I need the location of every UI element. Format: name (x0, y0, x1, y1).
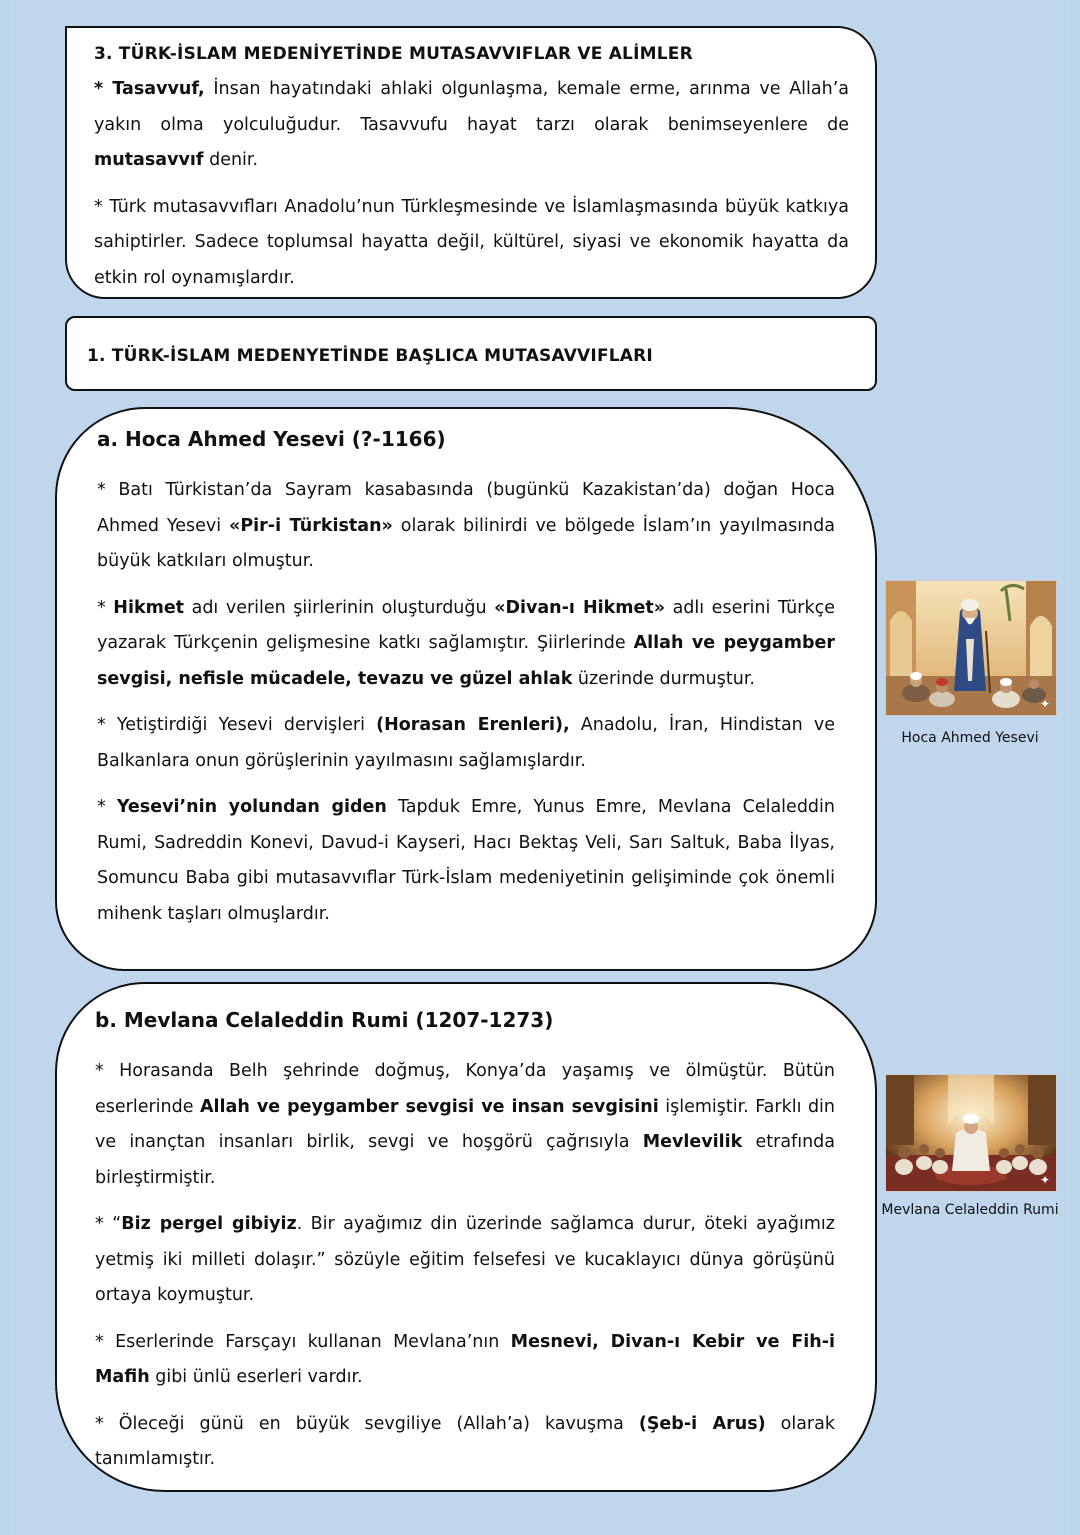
yesevi-title: a. Hoca Ahmed Yesevi (?-1166) (97, 427, 446, 451)
mevlana-figure (881, 1074, 1059, 1218)
intro-title: 3. TÜRK-İSLAM MEDENİYETİNDE MUTASAVVIFLAR VE ALİMLER (94, 44, 693, 64)
sparkle-icon: ✦ (1039, 697, 1050, 711)
yesevi-box (55, 407, 877, 971)
yesevi-paragraph-4: * Yesevi’nin yolundan giden Tapduk Emre, Yunus Emre, Mevlana Celaleddin Rumi, Sadreddin Konevi, Davud-i Kayseri, Hacı Bektaş Veli, Sarı Saltuk, Baba İlyas, Somuncu Baba gibi mutasavvıflar Türk-İslam medeniyetinin gelişiminde çok önemli mihenk taşları olmuşlardır. (97, 797, 835, 924)
intro-box (65, 26, 877, 299)
mevlana-paragraph-4: * Öleceği günü en büyük sevgiliye (Allah’a) kavuşma (Şeb-i Arus) olarak tanımlamıştır. (95, 1413, 835, 1469)
mevlana-paragraph-2: * “Biz pergel gibiyiz. Bir ayağımız din üzerinde sağlamca durur, öteki ayağımız yetmiş iki milleti dolaşır.” sözüyle eğitim felsefesi ve kucaklayıcı dünya görüşünü ortaya koymuştur. (95, 1214, 835, 1305)
mevlana-paragraph-3: * Eserlerinde Farsçayı kullanan Mevlana’nın Mesnevi, Divan-ı Kebir ve Fih-i Mafih gibi ünlü eserleri vardır. (95, 1331, 835, 1387)
intro-paragraph-1: * Tasavvuf, İnsan hayatındaki ahlaki olgunlaşma, kemale erme, arınma ve Allah’a yakın olma yolculuğudur. Tasavvufu hayat tarzı olarak benimseyenlere de mutasavvıf denir. (94, 79, 849, 170)
mevlana-caption: Mevlana Celaleddin Rumi (881, 1202, 1059, 1218)
yesevi-paragraph-3: * Yetiştirdiği Yesevi dervişleri (Horasan Erenleri), Anadolu, İran, Hindistan ve Balkanlara onun görüşlerinin yayılmasını sağlamışlardır. (97, 715, 836, 771)
yesevi-paragraph-2: * Hikmet adı verilen şiirlerinin oluşturduğu «Divan-ı Hikmet» adlı eserini Türkçe yazarak Türkçenin gelişmesine katkı sağlamıştır. Şiirlerinde Allah ve peygamber sevgisi, nefisle mücadele, tevazu ve güzel ahlak üzerinde durmuştur. (97, 597, 835, 689)
section-heading-box (65, 316, 877, 391)
mevlana-box (55, 982, 877, 1492)
yesevi-portrait-image (885, 580, 1057, 716)
sparkle-icon: ✦ (1039, 1173, 1050, 1187)
mevlana-portrait-image (885, 1074, 1057, 1192)
yesevi-paragraph-1: * Batı Türkistan’da Sayram kasabasında (bugünkü Kazakistan’da) doğan Hoca Ahmed Yesevi «Pir-i Türkistan» olarak bilinirdi ve bölgede İslam’ın yayılmasında büyük katkıları olmuştur. (97, 480, 835, 571)
yesevi-caption: Hoca Ahmed Yesevi (901, 730, 1039, 746)
intro-paragraph-2: * Türk mutasavvıfları Anadolu’nun Türkleşmesinde ve İslamlaşmasında büyük katkıya sahiptirler. Sadece toplumsal hayatta değil, kültürel, siyasi ve ekonomik hayatta da etkin rol oynamışlardır. (94, 196, 849, 288)
mevlana-paragraph-1: * Horasanda Belh şehrinde doğmuş, Konya’da yaşamış ve ölmüştür. Bütün eserlerinde Allah ve peygamber sevgisi ve insan sevgisini işlemiştir. Farklı din ve inançtan insanları birlik, sevgi ve hoşgörü çağrısıyla Mevlevilik etrafında birleştirmiştir. (95, 1061, 836, 1188)
section-heading: 1. TÜRK-İSLAM MEDENYETİNDE BAŞLICA MUTASAVVIFLARI (87, 346, 653, 366)
yesevi-figure (884, 580, 1056, 746)
mevlana-title: b. Mevlana Celaleddin Rumi (1207-1273) (95, 1008, 554, 1032)
